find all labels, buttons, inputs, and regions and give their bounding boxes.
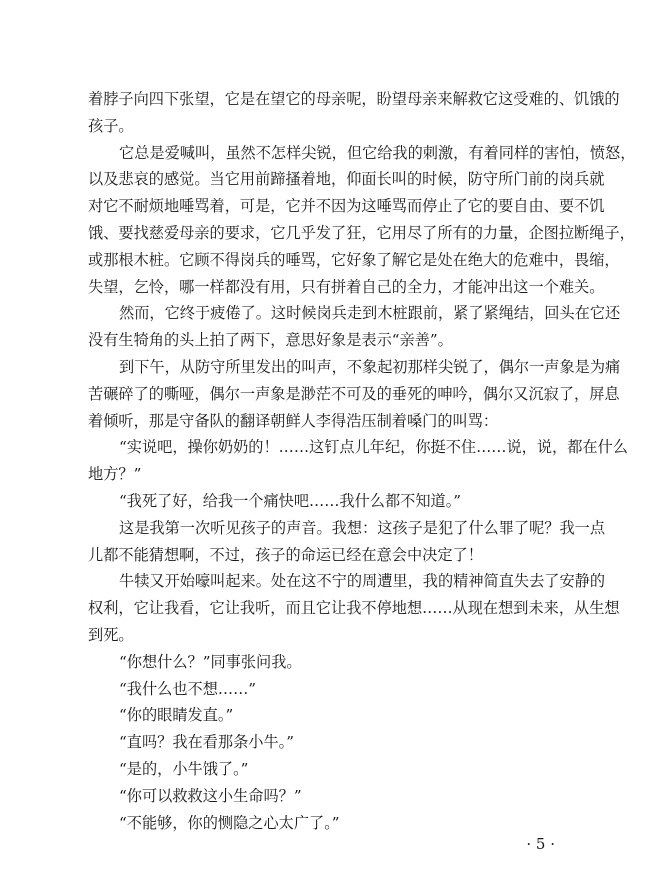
dialogue-line: “直吗？我在看那条小牛。” [119,733,294,752]
paragraph-start-line: 然而，它终于疲倦了。这时候岗兵走到木桩跟前，紧了紧绳结，回头在它还 [119,304,621,323]
text-line: 着脖子向四下张望，它是在望它的母亲呢，盼望母亲来解救它这受难的、饥饿的 [88,90,620,108]
text-line: 饿、要找慈爱母亲的要求，它几乎发了狂，它用尽了所有的力量，企图拉断绳子， [88,223,635,242]
text-line: 儿都不能猜想啊，不过，孩子的命运已经在意会中决定了！ [88,545,483,564]
dialogue-line: “不能够，你的恻隐之心太广了。” [119,813,340,832]
text-line: 到死。 [88,625,134,644]
body-text [88,86,636,836]
text-line: 以及悲哀的感觉。当它用前蹄搔着地，仰面长叫的时候，防守所门前的岗兵就 [88,170,605,189]
dialogue-line: “我死了好，给我一个痛快吧……我什么都不知道。” [119,491,462,510]
dialogue-line: “实说吧，操你奶奶的！……这钉点儿年纪，你挺不住……说，说，都在什么 [119,438,628,457]
text-line: 苦碾碎了的嘶哑，偶尔一声象是渺茫不可及的垂死的呻吟，偶尔又沉寂了，屏息 [88,384,620,403]
dialogue-line: “你可以救救这小生命吗？” [119,786,302,805]
text-line: 失望，乞怜，哪一样都没有用，只有拼着自己的全力，才能冲出这一个难关。 [88,277,605,296]
dialogue-line: “是的，小牛饿了。” [119,759,249,778]
text-line: 着倾听，那是守备队的翻译朝鲜人李得浩压制着嗓门的叫骂： [88,411,499,430]
paragraph-start-line: 到下午，从防守所里发出的叫声，不象起初那样尖锐了，偶尔一声象是为痛 [119,357,621,376]
paragraph-start-line: 它总是爱喊叫，虽然不怎样尖锐，但它给我的刺激，有着同样的害怕，愤怒， [119,143,636,162]
dialogue-line: “你的眼睛发直。” [119,706,234,725]
text-line: 孩子。 [88,116,134,135]
dialogue-line: “你想什么？”同事张问我。 [119,652,302,671]
text-line: 地方？” [88,465,142,484]
paragraph-start-line: 这是我第一次听见孩子的声音。我想：这孩子是犯了什么罪了呢？我一点 [119,518,605,537]
page-number: · 5 · [526,835,555,853]
text-line: 没有生犄角的头上拍了两下，意思好象是表示“亲善”。 [88,331,453,350]
text-line: 对它不耐烦地唾骂着，可是，它并不因为这唾骂而停止了它的要自由、要不饥 [88,197,605,216]
dialogue-line: “我什么也不想……” [119,679,257,698]
text-line: 权利，它让我看，它让我听，而且它让我不停地想……从现在想到未来，从生想 [88,599,620,618]
paragraph-start-line: 牛犊又开始嚎叫起来。处在这不宁的周遭里，我的精神简直失去了安静的 [119,572,605,591]
text-line: 或那根木桩。它顾不得岗兵的唾骂，它好象了解它是处在绝大的危难中，畏缩， [88,250,620,269]
